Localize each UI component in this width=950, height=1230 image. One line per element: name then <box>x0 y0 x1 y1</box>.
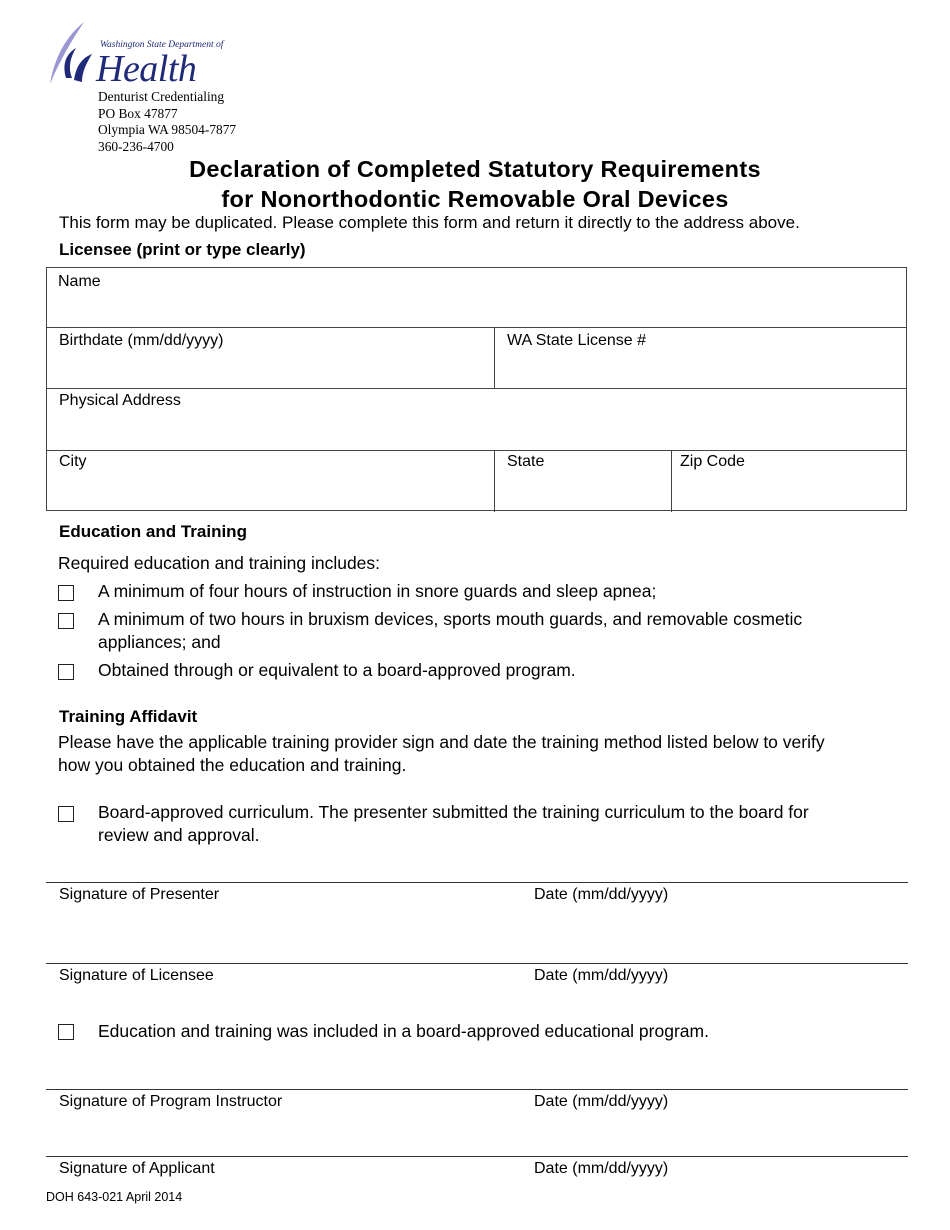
state-field[interactable]: State <box>507 453 545 470</box>
address-line: 360-236-4700 <box>98 138 174 154</box>
board-approved-curriculum-text: Board-approved curriculum. The presenter submitted the training curriculum to the board for <box>98 802 809 822</box>
education-item-2-text: A minimum of two hours in bruxism devices, sports mouth guards, and removable cosmetic <box>98 609 803 629</box>
form-number: DOH 643-021 April 2014 <box>46 1190 183 1204</box>
logo-department-text: Washington State Department of <box>100 40 224 50</box>
education-item-2-text-cont: appliances; and <box>98 632 221 652</box>
applicant-date-field[interactable]: Date (mm/dd/yyyy) <box>534 1160 669 1177</box>
table-divider <box>671 450 672 512</box>
education-item-3-text: Obtained through or equivalent to a board-approved program. <box>98 660 576 680</box>
address-line: Denturist Credentialing <box>98 89 225 104</box>
affidavit-instructions: Please have the applicable training provider sign and date the training method listed below to verify <box>58 732 825 752</box>
doh-logo <box>46 20 224 90</box>
table-divider <box>47 388 906 389</box>
address-line: PO Box 47877 <box>98 105 178 121</box>
address-line: Olympia WA 98504-7877 <box>98 122 237 138</box>
logo-health-text: Health <box>96 48 197 90</box>
presenter-signature-field[interactable]: Signature of Presenter <box>59 886 220 903</box>
name-field[interactable]: Name <box>58 273 101 290</box>
health-logo-swoosh-icon <box>46 20 98 90</box>
instructor-signature-field[interactable]: Signature of Program Instructor <box>59 1093 283 1110</box>
licensee-heading: Licensee (print or type clearly) <box>59 240 306 259</box>
board-approved-program-text: Education and training was included in a board-approved educational program. <box>98 1021 709 1041</box>
applicant-signature-field[interactable]: Signature of Applicant <box>59 1160 215 1177</box>
licensee-info-table <box>46 267 907 511</box>
licensee-date-field[interactable]: Date (mm/dd/yyyy) <box>534 967 669 984</box>
signature-line <box>46 882 908 883</box>
form-title-line-1: Declaration of Completed Statutory Requirements <box>189 156 761 182</box>
form-title-line-2: for Nonorthodontic Removable Oral Devices <box>221 186 729 212</box>
table-divider <box>47 450 906 451</box>
table-divider <box>494 327 495 388</box>
signature-line <box>46 1156 908 1157</box>
education-intro: Required education and training includes: <box>58 553 381 573</box>
signature-line <box>46 963 908 964</box>
board-approved-curriculum-text-cont: review and approval. <box>98 825 260 845</box>
board-approved-curriculum-checkbox[interactable] <box>58 806 74 822</box>
city-field[interactable]: City <box>59 453 87 470</box>
education-item-1-text: A minimum of four hours of instruction in snore guards and sleep apnea; <box>98 581 657 601</box>
license-number-field[interactable]: WA State License # <box>507 332 647 349</box>
signature-line <box>46 1089 908 1090</box>
licensee-signature-field[interactable]: Signature of Licensee <box>59 967 214 984</box>
affidavit-heading: Training Affidavit <box>59 707 198 726</box>
physical-address-field[interactable]: Physical Address <box>59 392 181 409</box>
instructor-date-field[interactable]: Date (mm/dd/yyyy) <box>534 1093 669 1110</box>
education-item-2-checkbox[interactable] <box>58 613 74 629</box>
board-approved-program-checkbox[interactable] <box>58 1024 74 1040</box>
return-address <box>98 89 236 155</box>
education-heading: Education and Training <box>59 522 247 541</box>
education-item-1-checkbox[interactable] <box>58 585 74 601</box>
zip-code-field[interactable]: Zip Code <box>680 453 745 470</box>
table-divider <box>47 327 906 328</box>
table-divider <box>494 450 495 512</box>
presenter-date-field[interactable]: Date (mm/dd/yyyy) <box>534 886 669 903</box>
form-intro: This form may be duplicated. Please complete this form and return it directly to the address above. <box>59 213 800 232</box>
education-item-3-checkbox[interactable] <box>58 664 74 680</box>
affidavit-instructions-cont: how you obtained the education and training. <box>58 755 407 775</box>
birthdate-field[interactable]: Birthdate (mm/dd/yyyy) <box>59 332 224 349</box>
